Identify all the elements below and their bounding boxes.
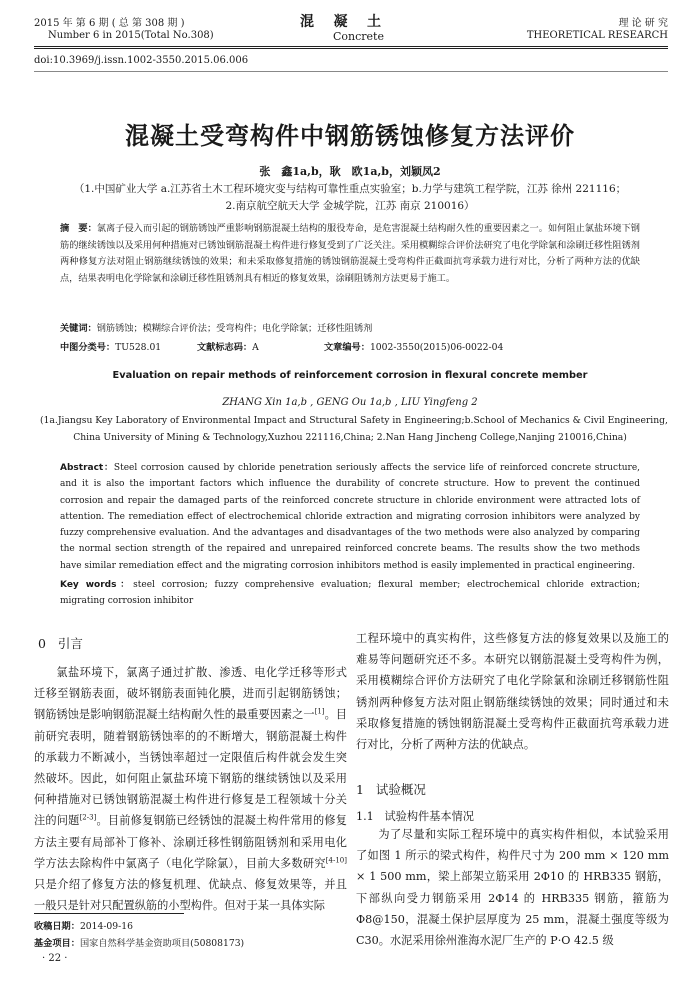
affiliation-cn-line1: （1.中国矿业大学 a.江苏省土木工程环境灾变与结构可靠性重点实验室；b.力学与建筑工程学院，江苏 徐州 221116； [73,183,627,195]
citation-4-10: [4-10] [325,856,347,865]
citation-1: [1] [314,707,325,716]
page-number: · 22 · [42,953,68,964]
title-cn: 混凝土受弯构件中钢筋锈蚀修复方法评价 [125,122,575,150]
affiliation-cn-line2: 2.南京航空航天大学 金城学院，江苏 南京 210016） [225,200,475,212]
section-0-heading: 0 引言 [38,636,83,651]
body-right-column-top [356,628,669,755]
intro-paragraph: 氯盐环境下，氯离子通过扩散、渗透、电化学迁移等形式迁移至钢筋表面，破坏钢筋表面钝化膜，进而引起钢筋锈蚀；钢筋锈蚀是影响钢筋混凝土结构耐久性的最重要因素之一[1]。目前研究表明，随着钢筋锈蚀率的的不断增大，钢筋混凝土构件的承载力不断减小，当锈蚀率超过一定限值后构件就会发生突然破坏。因此，如何阻止氯盐环境下钢筋的继续锈蚀以及采用何种措施对已锈蚀钢筋混凝土构件进行修复是工程领域十分关注的问题[2-3]。目前修复钢筋已经锈蚀的混凝土构件常用的修复方法主要有局部补丁修补、涂刷迁移性钢筋阻锈剂和采用电化学方法去除构件中氯离子（电化学除氯），目前大多数研究[4-10]只是介绍了修复方法的修复机理、优缺点、修复效果等，并且一般只是针对只配置纵筋的小型构件。但对于某一具体实际 [34,666,347,913]
authors-en: ZHANG Xin 1a,b , GENG Ou 1a,b , LIU Yingfeng 2 [222,397,478,408]
intro-continued: 工程环境中的真实构件，这些修复方法的修复效果以及施工的难易等问题研究还不多。本研究以钢筋混凝土受弯构件为例，采用模糊综合评价方法研究了电化学除氯和涂刷迁移钢筋性阻锈剂两种修复方法对阻止钢筋继续锈蚀的效果；同时通过和未采取修复措施的锈蚀钢筋混凝土受弯构件正截面抗弯承载力进行对比，分析了两种方法的优缺点。 [356,632,669,752]
experiment-paragraph: 为了尽量和实际工程环境中的真实构件相似，本试验采用了如图 1 所示的梁式构件，构件尺寸为 200 mm × 120 mm × 1 500 mm，梁上部架立筋采用 2Φ10 的 HRB335 钢筋，下部纵向受力钢筋采用 2Φ14 的 HRB335 钢筋，箍筋为 Φ8@150，混凝土保护层厚度为 25 mm，混凝土强度等级为 C30。水泥采用徐州淮海水泥厂生产的 P·O 42.5 级 [356,828,669,948]
keywords-cn [60,321,640,338]
authors-cn: 张 鑫1a,b，耿 欧1a,b，刘颖凤2 [259,165,441,178]
document-code: 文献标志码：A [197,342,259,353]
journal-name: 混 凝 土 [300,14,381,30]
title-en: Evaluation on repair methods of reinforcement corrosion in flexural concrete member [112,370,588,381]
section-1-1-heading: 1.1 试验构件基本情况 [356,810,474,823]
article-number: 文章编号：1002-3550(2015)06-0022-04 [324,342,504,353]
keywords-en-label: Key words： [60,580,134,590]
journal-issue: 2015 年 第 6 期 ( 总 第 308 期 ) [34,18,185,29]
keywords-en [60,577,640,610]
abstract-en-label: Abstract： [60,463,114,473]
citation-2-3: [2-3] [79,813,97,822]
fund-project: 基金项目：国家自然科学基金资助项目(50808173) [34,938,245,949]
abstract-en-text: Steel corrosion caused by chloride penetration seriously affects the service life of reinforced concrete structure, and it is also the important factors which influence the durability of concrete structure. How to prevent the continued corrosion and repair the damaged parts of the reinforced concrete structure in chloride environment were attracted lots of attention. The remediation effect of electrochemical chloride extraction and migrating corrosion inhibitors were analyzed by fuzzy comprehensive evaluation. And the advantages and disadvantages of the two methods were also analyzed by comparing the normal section strength of the repaired and unrepaired reinforced concrete beams. The results show the two methods have similar remediation effect and the migrating corrosion inhibitors method is easily implemented in practical engineering. [60,463,641,571]
section-1-heading: 1 试验概况 [356,782,426,797]
clc-code: 中图分类号：TU528.01 [60,342,162,353]
body-right-column-bottom [356,824,669,951]
body-left-column [34,662,347,916]
section-cn: 理 论 研 究 [618,18,668,29]
keywords-cn-text: 钢筋锈蚀；模糊综合评价法；受弯构件；电化学除氯；迁移性阻锈剂 [96,323,373,334]
abstract-cn-text: 氯离子侵入而引起的钢筋锈蚀严重影响钢筋混凝土结构的服役寿命，是危害混凝土结构耐久性的重要因素之一。如何阻止氯盐环境下钢筋的继续锈蚀以及采用何种措施对已锈蚀钢筋混凝土构件进行修复受到了广泛关注。采用模糊综合评价法研究了电化学除氯和涂刷迁移性阻锈剂两种修复方法对阻止钢筋继续锈蚀的效果；和未采取修复措施的锈蚀钢筋混凝土受弯构件正截面抗弯承载力进行对比，分析了两种方法的优缺点，结果表明电化学除氯和涂刷迁移性阻锈剂具有相近的修复效果，涂刷阻锈剂方法更易于施工。 [60,223,640,284]
received-date: 收稿日期：2014-09-16 [34,921,133,932]
keywords-en-text: steel corrosion; fuzzy comprehensive evaluation; flexural member; electrochemical chloride extraction; migrating corrosion inhibitor [60,580,640,607]
footnote-rule [34,913,184,914]
doi-rule [34,71,668,72]
affiliation-en-line1: (1a.Jiangsu Key Laboratory of Environmental Impact and Structural Safety in Engineering;b.School of Mechanics & Civil Engineering, [40,415,668,426]
doi: doi:10.3969/j.issn.1002-3550.2015.06.006 [34,55,249,66]
abstract-cn [60,221,640,287]
abstract-en [60,460,640,574]
header-rule-top [34,46,668,47]
header-rule-bottom [34,48,668,49]
journal-en: Concrete [333,30,384,43]
affiliation-en-line2: China University of Mining & Technology,Xuzhou 221116,China; 2.Nan Hang Jincheng College,Nanjing 210016,China) [73,432,627,443]
abstract-cn-label: 摘 要： [60,223,97,234]
section-en: THEORETICAL RESEARCH [526,30,668,41]
issue-en: Number 6 in 2015(Total No.308) [48,30,214,41]
keywords-cn-label: 关键词： [60,323,97,334]
